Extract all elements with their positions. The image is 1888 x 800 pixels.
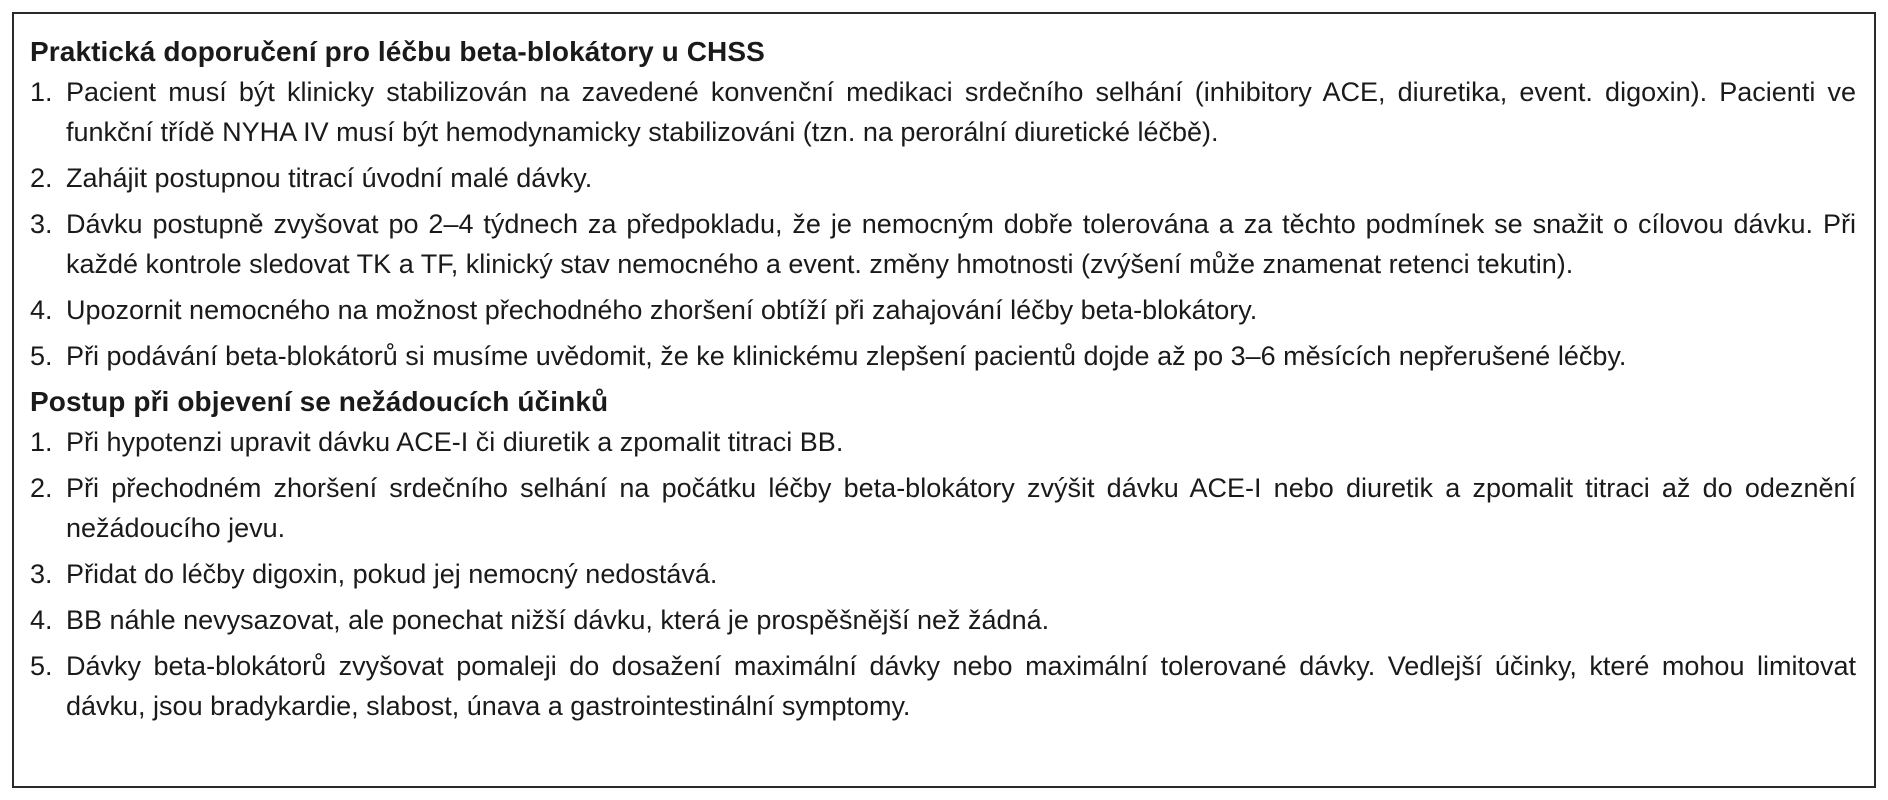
- item-number: 1.: [30, 427, 53, 457]
- item-text: Při podávání beta-blokátorů si musíme uvědomit, že ke klinickému zlepšení pacientů dojde až po 3–6 měsících nepřerušené léčby.: [66, 341, 1627, 371]
- item-number: 5.: [30, 341, 53, 371]
- item-number: 2.: [30, 473, 53, 503]
- recommendations-list: [30, 72, 1856, 376]
- list-item: [30, 554, 1856, 594]
- item-number: 2.: [30, 163, 53, 193]
- item-number: 4.: [30, 605, 53, 635]
- item-number: 3.: [30, 559, 53, 589]
- list-item: [30, 422, 1856, 462]
- list-item: [30, 468, 1856, 548]
- list-item: [30, 290, 1856, 330]
- list-item: [30, 72, 1856, 152]
- item-text: Pacient musí být klinicky stabilizován na zavedené konvenční medikaci srdečního selhání (inhibitory ACE, diuretika, event. digoxin). Pacienti ve funkční třídě NYHA IV musí být hemodynamicky stabilizováni (tzn. na perorální diuretické léčbě).: [66, 77, 1856, 147]
- list-item: [30, 336, 1856, 376]
- item-text: Při hypotenzi upravit dávku ACE-I či diuretik a zpomalit titraci BB.: [66, 427, 844, 457]
- list-item: [30, 158, 1856, 198]
- list-item: [30, 204, 1856, 284]
- item-number: 4.: [30, 295, 53, 325]
- recommendations-box: [12, 12, 1876, 788]
- item-text: Při přechodném zhoršení srdečního selhání na počátku léčby beta-blokátory zvýšit dávku ACE-I nebo diuretik a zpomalit titraci až do odeznění nežádoucího jevu.: [66, 473, 1856, 543]
- item-text: Upozornit nemocného na možnost přechodného zhoršení obtíží při zahajování léčby beta-blokátory.: [66, 295, 1258, 325]
- list-item: [30, 600, 1856, 640]
- item-text: Zahájit postupnou titrací úvodní malé dávky.: [66, 163, 593, 193]
- section-title-recommendations: Praktická doporučení pro léčbu beta-blokátory u CHSS: [30, 36, 765, 67]
- item-number: 1.: [30, 77, 53, 107]
- adverse-effects-list: [30, 422, 1856, 726]
- item-text: Dávky beta-blokátorů zvyšovat pomaleji do dosažení maximální dávky nebo maximální tolerované dávky. Vedlejší účinky, které mohou limitovat dávku, jsou bradykardie, slabost, únava a gastrointestinální symptomy.: [66, 651, 1856, 721]
- item-number: 5.: [30, 651, 53, 681]
- item-text: Přidat do léčby digoxin, pokud jej nemocný nedostává.: [66, 559, 718, 589]
- item-text: Dávku postupně zvyšovat po 2–4 týdnech za předpokladu, že je nemocným dobře tolerována a za těchto podmínek se snažit o cílovou dávku. Při každé kontrole sledovat TK a TF, klinický stav nemocného a event. změny hmotnosti (zvýšení může znamenat retenci tekutin).: [66, 209, 1856, 279]
- list-item: [30, 646, 1856, 726]
- item-number: 3.: [30, 209, 53, 239]
- item-text: BB náhle nevysazovat, ale ponechat nižší dávku, která je prospěšnější než žádná.: [66, 605, 1050, 635]
- section-title-adverse-effects: Postup při objevení se nežádoucích účinků: [30, 386, 609, 417]
